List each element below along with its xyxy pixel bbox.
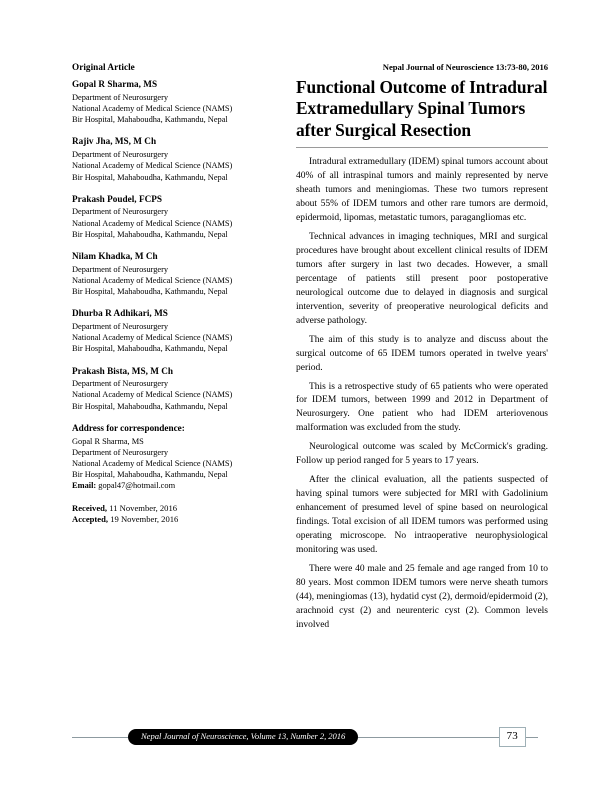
- author-affiliation-line: Department of Neurosurgery: [72, 207, 169, 217]
- author-affiliation-line: Bir Hospital, Mahaboudha, Kathmandu, Nepal: [72, 229, 228, 239]
- email-label: Email:: [72, 481, 97, 491]
- journal-citation: Nepal Journal of Neuroscience 13:73-80, 2016: [382, 62, 548, 72]
- footer-rule-right: [526, 737, 538, 738]
- author-affiliation-line: Department of Neurosurgery: [72, 264, 169, 274]
- author-affiliation-line: Bir Hospital, Mahaboudha, Kathmandu, Nepal: [72, 344, 228, 354]
- author-affiliation-line: National Academy of Medical Science (NAMS): [72, 218, 233, 228]
- footer-rule-middle: [358, 737, 498, 738]
- correspondence-email: [72, 480, 276, 491]
- correspondence-line: Department of Neurosurgery: [72, 447, 169, 457]
- author-block: [72, 366, 276, 412]
- footer-rule-left: [72, 737, 128, 738]
- body-paragraph: Neurological outcome was scaled by McCormick's grading. Follow up period ranged for 5 years to 17 years.: [296, 442, 548, 467]
- author-name: Prakash Poudel, FCPS: [72, 193, 162, 204]
- article-type-label: Original Article: [72, 62, 135, 72]
- submission-dates: [72, 503, 276, 527]
- author-affiliation-line: Department of Neurosurgery: [72, 150, 169, 160]
- email-value[interactable]: gopal47@hotmail.com: [98, 481, 176, 491]
- body-paragraph: The aim of this study is to analyze and discuss about the surgical outcome of 65 IDEM tumors operated in twelve years' period.: [296, 334, 548, 373]
- author-affiliation-line: National Academy of Medical Science (NAMS): [72, 333, 233, 343]
- page-title: Functional Outcome of Intradural Extramedullary Spinal Tumors after Surgical Resection: [296, 77, 548, 140]
- author-name: Prakash Bista, MS, M Ch: [72, 365, 174, 376]
- correspondence-line: Bir Hospital, Mahaboudha, Kathmandu, Nepal: [72, 470, 228, 480]
- accepted-date: [72, 514, 276, 526]
- author-block: [72, 308, 276, 354]
- author-affiliation-line: Department of Neurosurgery: [72, 379, 169, 389]
- author-block: [72, 136, 276, 182]
- title-divider: [296, 147, 548, 148]
- received-date: [72, 503, 276, 515]
- received-label: Received,: [72, 502, 108, 513]
- article-column: [290, 62, 548, 712]
- author-affiliation-line: Bir Hospital, Mahaboudha, Kathmandu, Nepal: [72, 172, 228, 182]
- author-column: [72, 62, 290, 712]
- footer-inner: [72, 727, 538, 747]
- accepted-value: 19 November, 2016: [110, 514, 179, 525]
- body-paragraph: There were 40 male and 25 female and age ranged from 10 to 80 years. Most common IDEM tumors were nerve sheath tumors (44), meningiomas (13), hydatid cyst (2), dermoid/epidermoid (2), arachnoid cyst (2) and neurenteric cyst (2). Common levels involved: [296, 563, 548, 630]
- author-affiliation-line: National Academy of Medical Science (NAMS): [72, 104, 233, 114]
- accepted-label: Accepted,: [72, 514, 109, 525]
- correspondence-line: National Academy of Medical Science (NAMS): [72, 459, 233, 469]
- author-name: Dhurba R Adhikari, MS: [72, 308, 168, 319]
- author-block: [72, 194, 276, 240]
- author-affiliation-line: National Academy of Medical Science (NAMS): [72, 275, 233, 285]
- correspondence-heading: Address for correspondence:: [72, 422, 185, 433]
- author-affiliation-line: Bir Hospital, Mahaboudha, Kathmandu, Nepal: [72, 401, 228, 411]
- author-affiliation-line: Bir Hospital, Mahaboudha, Kathmandu, Nepal: [72, 115, 228, 125]
- author-affiliation-line: Department of Neurosurgery: [72, 322, 169, 331]
- author-name: Rajiv Jha, MS, M Ch: [72, 136, 157, 147]
- author-block: [72, 79, 276, 125]
- page-footer: [0, 712, 600, 800]
- correspondence-line: Gopal R Sharma, MS: [72, 436, 144, 446]
- received-value: 11 November, 2016: [109, 502, 178, 513]
- author-affiliation-line: National Academy of Medical Science (NAMS): [72, 161, 233, 171]
- body-paragraph: After the clinical evaluation, all the patients suspected of having spinal tumors were subjected for MRI with Gadolinium enhancement of presumed level of spine based on neurological findings. Total excision of all IDEM tumors was performed using operating microscope. No intraoperative neurophysiological monitoring was used.: [296, 475, 548, 555]
- page-number: 73: [499, 727, 526, 747]
- author-affiliation-line: Department of Neurosurgery: [72, 92, 169, 102]
- body-paragraph: This is a retrospective study of 65 patients who were operated for IDEM tumors, between 1999 and 2012 in Department of Neurosurgery. One patient who had IDEM arteriovenous malformation was excluded from the study.: [296, 381, 548, 434]
- footer-journal-label: Nepal Journal of Neuroscience, Volume 13, Number 2, 2016: [128, 729, 358, 745]
- body-paragraph: Technical advances in imaging techniques, MRI and surgical procedures have brought about excellent clinical results of IDEM tumors after surgery in last two decades. However, a small percentage of patients still present poor postoperative neurological outcome due to delayed in diagnosis and surgical intervention, severity of preoperative neurological deficits and adverse pathology.: [296, 231, 548, 326]
- body-paragraph: Intradural extramedullary (IDEM) spinal tumors account about 40% of all intraspinal tumors and mainly represented by nerve sheath tumors and meningiomas. These two tumors represent about 55% of IDEM tumors and other rare tumors are dermoid, epidermoid, lipomas, metastatic tumors, paragangliomas etc.: [296, 157, 548, 224]
- author-affiliation-line: Bir Hospital, Mahaboudha, Kathmandu, Nepal: [72, 287, 228, 297]
- author-affiliation-line: National Academy of Medical Science (NAMS): [72, 390, 233, 400]
- author-name: Nilam Khadka, M Ch: [72, 250, 158, 261]
- author-block: [72, 251, 276, 297]
- correspondence-block: [72, 423, 276, 492]
- author-name: Gopal R Sharma, MS: [72, 79, 158, 90]
